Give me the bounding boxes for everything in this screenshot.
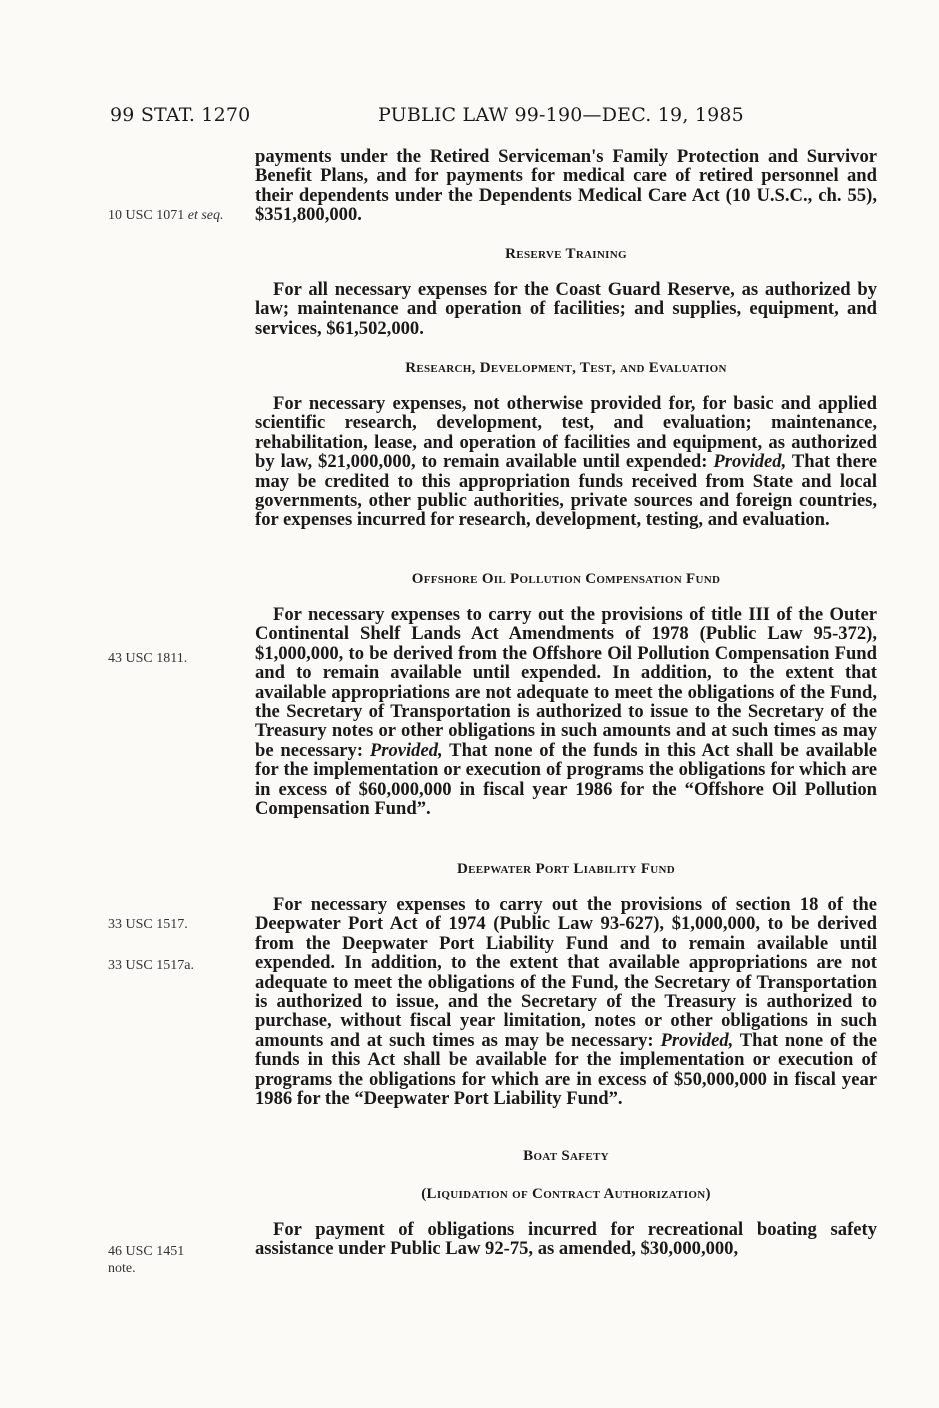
statute-page-number: 99 STAT. 1270 xyxy=(110,104,251,126)
intro-paragraph: payments under the Retired Serviceman's Family Protection and Survivor Benefit Plans, and for payments for medical care of retired personnel and their dependents under the Dependents Medical Care Act (10 U.S.C., ch. 55), $351,800,000. xyxy=(255,146,877,226)
deepwater-paragraph: For necessary expenses to carry out the provisions of section 18 of the Deepwater Port Act of 1974 (Public Law 93-627), $1,000,000, to be derived from the Deepwater Port Liability Fund and to remain available until expended. In addition, to the extent that available appropriations are not adequate to meet the obligations of the Fund, the Secretary of Transportation is authorized to issue, and the Secretary of the Treasury is authorized to purchase, without fiscal year limitation, notes or other obligations in such amounts and at such times as may be necessary: Provided, That none of the funds in this Act shall be available for the implementation or execution of programs the obligations for which are in excess of $50,000,000 in fiscal year 1986 for the “Deepwater Port Liability Fund”. xyxy=(255,894,878,1110)
margin-note-33-usc-1517a: 33 USC 1517a. xyxy=(108,958,194,973)
heading-deepwater-port-fund: Deepwater Port Liability Fund xyxy=(456,861,676,877)
heading-boat-safety: Boat Safety xyxy=(523,1148,609,1164)
subheading-liquidation: (Liquidation of Contract Authorization) xyxy=(421,1186,711,1202)
heading-rdte: Research, Development, Test, and Evaluation xyxy=(405,360,727,376)
heading-reserve-training: Reserve Training xyxy=(505,246,627,262)
public-law-title: PUBLIC LAW 99-190—DEC. 19, 1985 xyxy=(378,104,744,126)
reserve-training-paragraph: For all necessary expenses for the Coast Guard Reserve, as authorized by law; maintenance and operation of facilities; and supplies, equipment, and services, $61,502,000. xyxy=(255,279,877,339)
margin-note-10-usc-1071: 10 USC 1071 et seq. xyxy=(108,208,224,223)
boat-safety-paragraph: For payment of obligations incurred for recreational boating safety assistance under Public Law 92-75, as amended, $30,000,000, xyxy=(255,1219,877,1260)
margin-note-46-usc-1451: 46 USC 1451 note. xyxy=(108,1244,185,1276)
heading-offshore-oil-fund: Offshore Oil Pollution Compensation Fund xyxy=(411,571,721,587)
margin-note-43-usc-1811: 43 USC 1811. xyxy=(108,651,188,666)
margin-note-33-usc-1517: 33 USC 1517. xyxy=(108,917,188,932)
offshore-paragraph: For necessary expenses to carry out the provisions of title III of the Outer Continental Shelf Lands Act Amendments of 1978 (Public Law 95-372), $1,000,000, to be derived from the Offshore Oil Pollution Compensation Fund and to remain available until expended. In addition, to the extent that available appropriations are not adequate to meet the obligations of the Fund, the Secretary of Transportation is authorized to issue to the Secretary of the Treasury notes or other obligations in such amounts and at such times as may be necessary: Provided, That none of the funds in this Act shall be available for the implementation or execution of programs the obligations for which are in excess of $60,000,000 in fiscal year 1986 for the “Offshore Oil Pollution Compensation Fund”. xyxy=(255,604,877,820)
rdte-paragraph: For necessary expenses, not otherwise provided for, for basic and applied scientific research, development, test, and evaluation; maintenance, rehabilitation, lease, and operation of facilities and equipment, as authorized by law, $21,000,000, to remain available until expended: Provided, That there may be credited to this appropriation funds received from State and local governments, other public authorities, private sources and foreign countries, for expenses incurred for research, development, testing, and evaluation. xyxy=(255,393,877,531)
